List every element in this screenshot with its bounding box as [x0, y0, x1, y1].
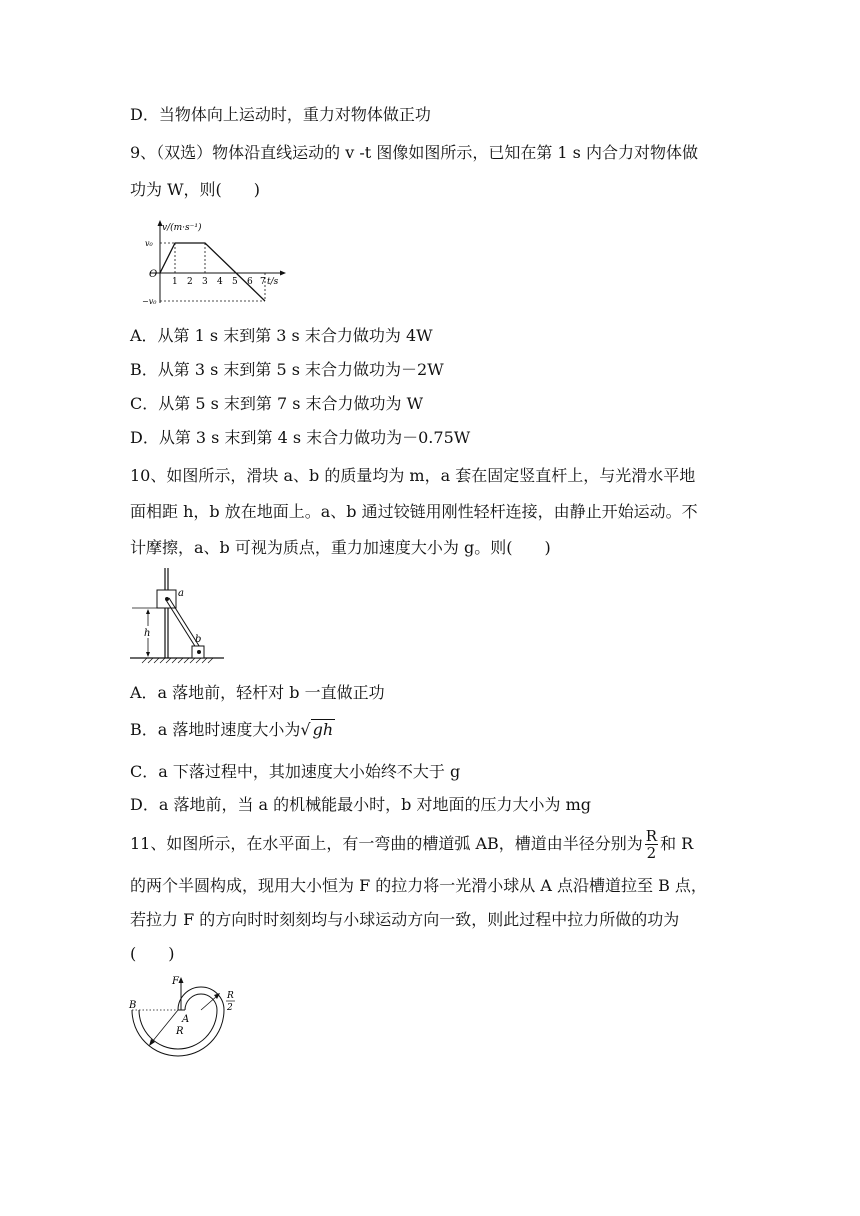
q9-tick-7: 7	[260, 277, 266, 287]
q9-vt-graph	[140, 218, 290, 310]
fraction-denominator: 2	[646, 844, 657, 862]
q11-stem-line3: 若拉力 F 的方向时时刻刻均与小球运动方向一致，则此过程中拉力所做的功为	[130, 910, 680, 929]
q9-tick-5: 5	[232, 277, 238, 287]
q11-r2-denominator: 2	[227, 1003, 233, 1013]
q9-option-d: D．从第 3 s 末到第 4 s 末合力做功为－0.75W	[130, 428, 471, 447]
q11-a-label: A	[182, 1014, 190, 1025]
q10-option-d: D．a 落地前，当 a 的机械能最小时，b 对地面的压力大小为 mg	[130, 795, 591, 814]
q10-stem-line3: 计摩擦，a、b 可视为质点，重力加速度大小为 g。则( )	[130, 538, 551, 557]
q10-a-label: a	[178, 588, 184, 599]
q10-option-c: C．a 下落过程中，其加速度大小始终不大于 g	[130, 762, 461, 781]
q9-ylabel: v/(m·s⁻¹)	[162, 223, 202, 233]
q10-option-b	[130, 720, 335, 740]
sqrt-argument: gh	[312, 720, 334, 739]
q9-neg-v0-label: −v₀	[142, 297, 157, 306]
q8-option-d: D．当物体向上运动时，重力对物体做正功	[130, 105, 431, 124]
q9-tick-3: 3	[202, 277, 208, 287]
q10-b-label: b	[195, 634, 202, 645]
q10-slider-rod-diagram	[128, 566, 228, 664]
q11-stem-line4: ( )	[130, 944, 175, 963]
q11-groove-diagram	[128, 970, 248, 1062]
q11-r-label: R	[176, 1026, 184, 1037]
q11-stem-line2: 的两个半圆构成，现用大小恒为 F 的拉力将一光滑小球从 A 点沿槽道拉至 B 点，	[130, 876, 707, 895]
q10-stem-line1: 10、如图所示，滑块 a、b 的质量均为 m，a 套在固定竖直杆上，与光滑水平地	[130, 466, 696, 485]
q11-b-label: B	[129, 1000, 137, 1011]
q9-option-c: C．从第 5 s 末到第 7 s 末合力做功为 W	[130, 394, 424, 413]
q9-v0-label: v₀	[145, 239, 153, 248]
q9-option-b: B．从第 3 s 末到第 5 s 末合力做功为－2W	[130, 360, 444, 379]
q10-stem-line2: 面相距 h，b 放在地面上。a、b 通过铰链用刚性轻杆连接，由静止开始运动。不	[130, 502, 698, 521]
fraction-r-over-2	[645, 828, 658, 861]
q9-tick-2: 2	[187, 277, 193, 287]
q9-stem-line1: 9、（双选）物体沿直线运动的 v -t 图像如图所示，已知在第 1 s 内合力对物体做	[130, 143, 698, 162]
q9-xlabel: t/s	[267, 277, 279, 287]
q10-option-b-text: B．a 落地时速度大小为	[130, 720, 301, 739]
q9-origin-label: O	[149, 269, 158, 280]
q9-tick-4: 4	[217, 277, 223, 287]
q9-stem-line2: 功为 W，则( )	[130, 180, 261, 199]
fraction-numerator: R	[645, 827, 658, 845]
q10-option-a: A．a 落地前，轻杆对 b 一直做正功	[130, 683, 385, 702]
sqrt-expression: √ gh	[300, 720, 334, 739]
q11-stem-line1-post: 和 R	[660, 834, 694, 853]
q11-stem-line1	[130, 828, 693, 861]
q9-tick-1: 1	[172, 277, 178, 287]
q10-h-label: h	[144, 628, 151, 639]
q11-r2-numerator: R	[227, 991, 234, 1001]
q9-option-a: A．从第 1 s 末到第 3 s 末合力做功为 4W	[130, 326, 433, 345]
q9-tick-6: 6	[247, 277, 253, 287]
q11-f-label: F	[172, 976, 179, 987]
q11-stem-line1-pre: 11、如图所示，在水平面上，有一弯曲的槽道弧 AB，槽道由半径分别为	[130, 834, 643, 853]
